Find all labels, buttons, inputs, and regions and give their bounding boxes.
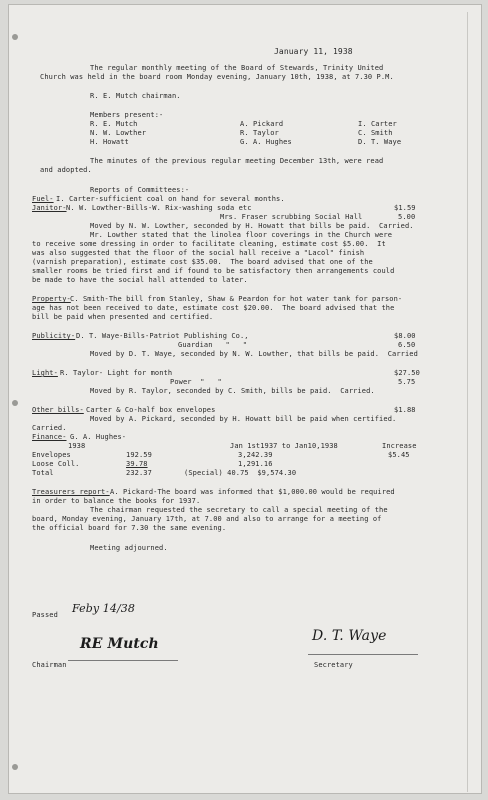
finance-row-name: Total [32, 469, 54, 477]
chairman-line: R. E. Mutch chairman. [90, 92, 181, 100]
janitor-bill: N. W. Lowther-Bills-W. Rix-washing soda etc [66, 204, 252, 212]
reports-heading: Reports of Committees:- [90, 186, 190, 194]
other-carried: Carried. [32, 424, 67, 432]
member: H. Howatt [90, 138, 129, 146]
finance-heading: G. A. Hughes- [70, 433, 127, 441]
treasurer-line: A. Pickard-The board was informed that $1,000.00 would be required [110, 488, 395, 496]
member: N. W. Lowther [90, 129, 147, 137]
fuel-text: I. Carter-sufficient coal on hand for several months. [56, 195, 285, 203]
janitor-para: Mr. Lowther stated that the linolea floor coverings in the Church were [90, 231, 393, 239]
janitor-para: be made to have the social hall attended to later. [32, 276, 248, 284]
property-line: bill be paid when presented and certified. [32, 313, 214, 321]
member: D. T. Waye [358, 138, 402, 146]
member: R. E. Mutch [90, 120, 138, 128]
finance-cell: 1,291.16 [238, 460, 273, 468]
finance-cell: 232.37 [126, 469, 152, 477]
finance-year: 1938 [68, 442, 86, 450]
janitor-amount: $1.59 [394, 204, 416, 212]
publicity-bill: Guardian " " [178, 341, 248, 349]
secretary-label: Secretary [314, 661, 353, 669]
janitor-label: Janitor- [32, 204, 67, 212]
treasurer-label: Treasurers report- [32, 488, 110, 496]
passed-label: Passed [32, 611, 58, 619]
janitor-para: smaller rooms be tried first and if found to be satisfactory then arrangements could [32, 267, 395, 275]
page-edge [467, 12, 478, 792]
minutes-line: and adopted. [40, 166, 92, 174]
secretary-signature: D. T. Waye [312, 628, 387, 644]
finance-cell: 192.59 [126, 451, 152, 459]
publicity-label: Publicity- [32, 332, 76, 340]
binder-hole [12, 764, 18, 770]
other-motion: Moved by A. Pickard, seconded by H. Howatt bill be paid when certified. [90, 415, 397, 423]
treasurer-para: The chairman requested the secretary to call a special meeting of the [90, 506, 388, 514]
property-line: age has not been received to date, estimate cost $20.00. The board advised that the [32, 304, 395, 312]
janitor-bill: Mrs. Fraser scrubbing Social Hall [220, 213, 363, 221]
finance-cell: (Special) 40.75 $9,574.30 [184, 469, 297, 477]
light-label: Light- [32, 369, 58, 377]
binder-hole [12, 34, 18, 40]
finance-cell: 3,242.39 [238, 451, 273, 459]
other-amount: $1.88 [394, 406, 416, 414]
member: R. Taylor [240, 129, 279, 137]
meeting-date: January 11, 1938 [274, 47, 353, 56]
intro-line: The regular monthly meeting of the Board of Stewards, Trinity United [90, 64, 384, 72]
members-heading: Members present:- [90, 111, 164, 119]
fuel-label: Fuel- [32, 195, 54, 203]
property-label: Property- [32, 295, 71, 303]
member: C. Smith [358, 129, 393, 137]
janitor-para: was also suggested that the floor of the social hall receive a "Lacol" finish [32, 249, 365, 257]
janitor-para: (varnish preparation), estimate cost $35.00. The board advised that one of the [32, 258, 373, 266]
property-line: C. Smith-The bill from Stanley, Shaw & Peardon for hot water tank for parson- [70, 295, 403, 303]
secretary-signature-line [308, 654, 418, 655]
light-bill: R. Taylor- Light for month [60, 369, 173, 377]
treasurer-para: the official board for 7.30 the same evening. [32, 524, 227, 532]
member: G. A. Hughes [240, 138, 292, 146]
finance-col-header: Jan 1st1937 to Jan10,1938 [230, 442, 338, 450]
finance-row-name: Envelopes [32, 451, 71, 459]
passed-date-handwritten: Feby 14/38 [72, 602, 135, 615]
light-bill: Power " " [170, 378, 222, 386]
light-amount: 5.75 [398, 378, 416, 386]
publicity-amount: 6.50 [398, 341, 416, 349]
minutes-page [8, 4, 482, 794]
janitor-amount: 5.00 [398, 213, 416, 221]
minutes-line: The minutes of the previous regular meeting December 13th, were read [90, 157, 384, 165]
member: I. Carter [358, 120, 397, 128]
chairman-signature: RE Mutch [80, 636, 159, 652]
finance-increase-header: Increase [382, 442, 417, 450]
finance-cell: 39.78 [126, 460, 148, 468]
publicity-bill: D. T. Waye-Bills-Patriot Publishing Co., [76, 332, 249, 340]
light-amount: $27.50 [394, 369, 420, 377]
publicity-amount: $8.00 [394, 332, 416, 340]
binder-hole [12, 400, 18, 406]
light-motion: Moved by R. Taylor, seconded by C. Smith, bills be paid. Carried. [90, 387, 375, 395]
member: A. Pickard [240, 120, 284, 128]
adjourned-line: Meeting adjourned. [90, 544, 168, 552]
finance-row-name: Loose Coll. [32, 460, 80, 468]
intro-line: Church was held in the board room Monday evening, January 10th, 1938, at 7.30 P.M. [40, 73, 394, 81]
finance-label: Finance- [32, 433, 67, 441]
treasurer-line: in order to balance the books for 1937. [32, 497, 201, 505]
finance-cell: $5.45 [388, 451, 410, 459]
publicity-motion: Moved by D. T. Waye, seconded by N. W. Lowther, that bills be paid. Carried [90, 350, 418, 358]
treasurer-para: board, Monday evening, January 17th, at 7.00 and also to arrange for a meeting of [32, 515, 382, 523]
chairman-label: Chairman [32, 661, 67, 669]
other-bill: Carter & Co-half box envelopes [86, 406, 216, 414]
janitor-para: to receive some dressing in order to facilitate cleaning, estimate cost $5.00. It [32, 240, 386, 248]
janitor-motion: Moved by N. W. Lowther, seconded by H. Howatt that bills be paid. Carried. [90, 222, 414, 230]
other-bills-label: Other bills- [32, 406, 84, 414]
chairman-signature-line [68, 660, 178, 661]
